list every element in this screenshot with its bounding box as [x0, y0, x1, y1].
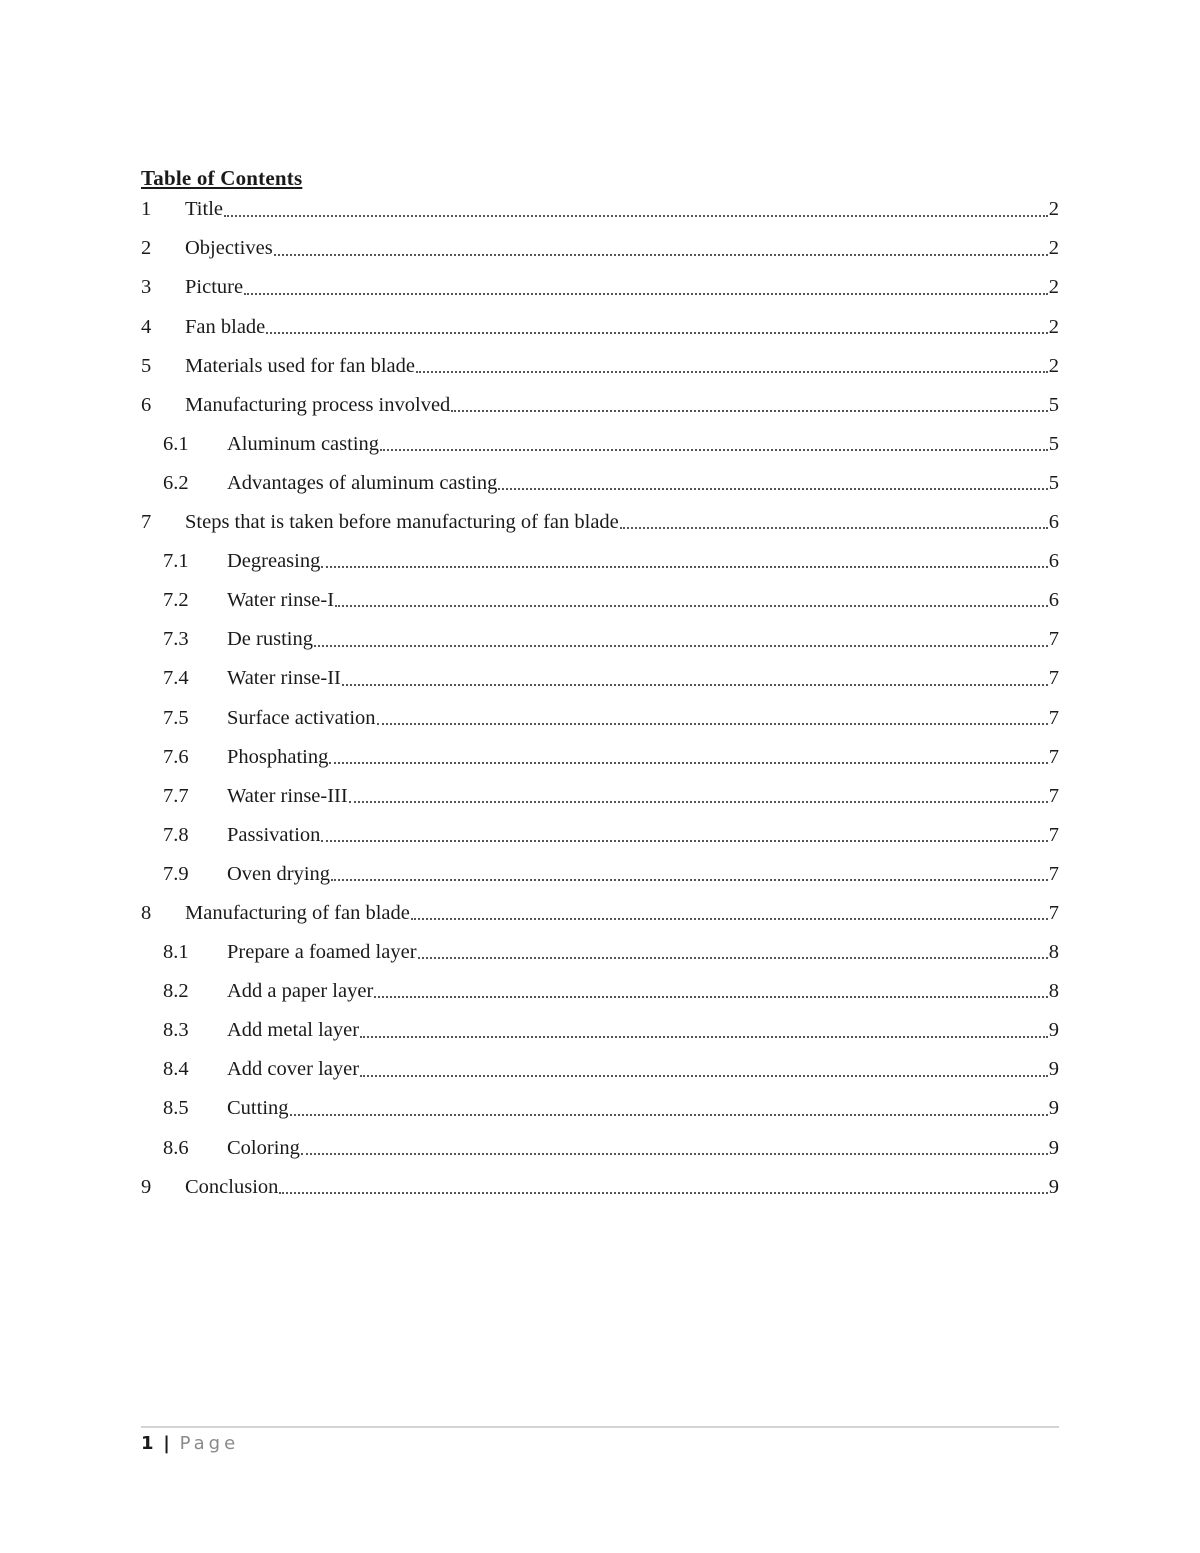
- toc-entry-label: Cutting: [227, 1097, 289, 1120]
- toc-entry-page: 8: [1048, 941, 1059, 964]
- toc-entry-page: 7: [1048, 823, 1059, 846]
- toc-entry[interactable]: [141, 933, 1059, 972]
- toc-entry[interactable]: [141, 1128, 1059, 1167]
- toc-entry-label: Picture: [185, 276, 244, 299]
- toc-entry-label: Add metal layer: [227, 1019, 360, 1042]
- toc-entry-number: 7.3: [163, 628, 189, 651]
- toc-entry-page: 6: [1048, 589, 1059, 612]
- toc-entry-page: 2: [1048, 237, 1059, 260]
- toc-entry-number: 7.9: [163, 862, 189, 885]
- toc-dot-leader: [451, 395, 1047, 415]
- toc-entry-page: 9: [1048, 1058, 1059, 1081]
- toc-entry-label: Passivation: [227, 823, 321, 846]
- toc-entry-label: Surface activation: [227, 706, 376, 729]
- toc-dot-leader: [224, 200, 1048, 220]
- toc-entry-page: 7: [1048, 745, 1059, 768]
- toc-entry-number: 7.5: [163, 706, 189, 729]
- toc-dot-leader: [329, 747, 1047, 767]
- page-footer: [141, 1433, 239, 1454]
- toc-entry-number: 8.4: [163, 1058, 189, 1081]
- toc-entry[interactable]: [141, 659, 1059, 698]
- toc-entry-page: 2: [1048, 198, 1059, 221]
- toc-entry[interactable]: [141, 464, 1059, 503]
- toc-entry[interactable]: [141, 229, 1059, 268]
- toc-entry-label: Add cover layer: [227, 1058, 360, 1081]
- toc-entry[interactable]: [141, 1050, 1059, 1089]
- toc-entry[interactable]: [141, 894, 1059, 933]
- toc-dot-leader: [314, 630, 1048, 650]
- toc-entry-number: 7.6: [163, 745, 189, 768]
- toc-entry[interactable]: [141, 1011, 1059, 1050]
- toc-entry-page: 6: [1048, 511, 1059, 534]
- toc-entry-label: Aluminum casting: [227, 432, 380, 455]
- toc-entry-label: Fan blade: [185, 315, 266, 338]
- toc-entry-number: 4: [141, 315, 152, 338]
- toc-entry-page: 7: [1048, 628, 1059, 651]
- toc-entry-number: 8: [141, 901, 152, 924]
- toc-dot-leader: [620, 512, 1048, 532]
- toc-title: Table of Contents: [141, 166, 303, 190]
- toc-entry[interactable]: [141, 268, 1059, 307]
- toc-entry-label: Steps that is taken before manufacturing of fan blade: [185, 511, 619, 534]
- toc-entry-label: Phosphating: [227, 745, 329, 768]
- toc-dot-leader: [266, 317, 1047, 337]
- toc-entry[interactable]: [141, 385, 1059, 424]
- toc-entry-page: 7: [1048, 901, 1059, 924]
- toc-entry[interactable]: [141, 737, 1059, 776]
- toc-entry-label: Conclusion: [185, 1175, 279, 1198]
- toc-entry[interactable]: [141, 698, 1059, 737]
- toc-dot-leader: [290, 1099, 1048, 1119]
- toc-entry-label: Water rinse-III: [227, 784, 348, 807]
- toc-entry[interactable]: [141, 346, 1059, 385]
- toc-dot-leader: [360, 1021, 1048, 1041]
- toc-entry[interactable]: [141, 855, 1059, 894]
- toc-entry[interactable]: [141, 1167, 1059, 1206]
- toc-entry-number: 8.1: [163, 941, 189, 964]
- toc-entry-page: 5: [1048, 432, 1059, 455]
- toc-entry[interactable]: [141, 776, 1059, 815]
- toc-entry-page: 9: [1048, 1136, 1059, 1159]
- toc-entry-label: Advantages of aluminum casting: [227, 471, 498, 494]
- toc-dot-leader: [416, 356, 1048, 376]
- toc-entry-page: 8: [1048, 980, 1059, 1003]
- toc-dot-leader: [498, 473, 1047, 493]
- toc-entry-label: Degreasing: [227, 550, 321, 573]
- toc-entry-page: 2: [1048, 315, 1059, 338]
- toc-entry-number: 7.4: [163, 667, 189, 690]
- toc-entry-label: Manufacturing process involved: [185, 393, 451, 416]
- footer-page-label: Page: [179, 1433, 240, 1454]
- toc-entry-page: 7: [1048, 784, 1059, 807]
- toc-entry[interactable]: [141, 542, 1059, 581]
- toc-entry-label: Prepare a foamed layer: [227, 941, 417, 964]
- toc-entry-label: Materials used for fan blade: [185, 354, 415, 377]
- toc-entry-number: 7.2: [163, 589, 189, 612]
- toc-dot-leader: [418, 942, 1048, 962]
- toc-entry-label: Title: [185, 198, 223, 221]
- toc-entry-number: 8.5: [163, 1097, 189, 1120]
- toc-entry[interactable]: [141, 425, 1059, 464]
- toc-entry-page: 7: [1048, 706, 1059, 729]
- toc-dot-leader: [374, 981, 1047, 1001]
- toc-entry-page: 6: [1048, 550, 1059, 573]
- footer-separator: |: [163, 1433, 170, 1454]
- toc-dot-leader: [321, 551, 1047, 571]
- toc-dot-leader: [301, 1138, 1048, 1158]
- toc-entry-number: 7: [141, 511, 152, 534]
- toc-dot-leader: [335, 590, 1048, 610]
- toc-entry-page: 7: [1048, 862, 1059, 885]
- toc-entry-number: 5: [141, 354, 152, 377]
- toc-dot-leader: [274, 239, 1048, 259]
- toc-entry-page: 7: [1048, 667, 1059, 690]
- toc-entry-page: 9: [1048, 1097, 1059, 1120]
- toc-entry[interactable]: [141, 190, 1059, 229]
- toc-dot-leader: [244, 278, 1048, 298]
- toc-entry-number: 6.2: [163, 471, 189, 494]
- toc-entry-label: De rusting: [227, 628, 313, 651]
- toc-dot-leader: [377, 708, 1048, 728]
- toc-entry-number: 8.3: [163, 1019, 189, 1042]
- toc-entry-label: Water rinse-I: [227, 589, 335, 612]
- toc-entry-number: 6: [141, 393, 152, 416]
- toc-entry[interactable]: [141, 503, 1059, 542]
- toc-entry[interactable]: [141, 581, 1059, 620]
- toc-dot-leader: [331, 864, 1048, 884]
- toc-entry-number: 8.6: [163, 1136, 189, 1159]
- toc-entry-page: 2: [1048, 354, 1059, 377]
- toc-entry-number: 9: [141, 1175, 152, 1198]
- toc-entry-label: Manufacturing of fan blade: [185, 901, 410, 924]
- toc-entry-number: 8.2: [163, 980, 189, 1003]
- toc-entry-label: Oven drying: [227, 862, 331, 885]
- footer-divider: [141, 1426, 1059, 1428]
- toc-entry-page: 5: [1048, 393, 1059, 416]
- toc-list: [141, 190, 1059, 1206]
- toc-entry[interactable]: [141, 620, 1059, 659]
- toc-dot-leader: [349, 786, 1048, 806]
- toc-dot-leader: [321, 825, 1047, 845]
- toc-entry-label: Add a paper layer: [227, 980, 374, 1003]
- toc-entry-page: 5: [1048, 471, 1059, 494]
- toc-entry-label: Water rinse-II: [227, 667, 341, 690]
- toc-dot-leader: [380, 434, 1048, 454]
- toc-entry-number: 6.1: [163, 432, 189, 455]
- toc-entry-number: 1: [141, 198, 152, 221]
- toc-entry-page: 9: [1048, 1019, 1059, 1042]
- toc-entry-number: 2: [141, 237, 152, 260]
- toc-entry-number: 3: [141, 276, 152, 299]
- toc-entry[interactable]: [141, 307, 1059, 346]
- toc-dot-leader: [360, 1060, 1048, 1080]
- toc-entry-label: Objectives: [185, 237, 273, 260]
- toc-dot-leader: [342, 669, 1048, 689]
- toc-entry[interactable]: [141, 1089, 1059, 1128]
- toc-entry[interactable]: [141, 816, 1059, 855]
- toc-entry-page: 9: [1048, 1175, 1059, 1198]
- toc-entry-number: 7.7: [163, 784, 189, 807]
- toc-dot-leader: [411, 903, 1048, 923]
- toc-entry-page: 2: [1048, 276, 1059, 299]
- toc-entry[interactable]: [141, 972, 1059, 1011]
- toc-entry-number: 7.8: [163, 823, 189, 846]
- toc-dot-leader: [279, 1177, 1047, 1197]
- toc-entry-label: Coloring: [227, 1136, 300, 1159]
- toc-entry-number: 7.1: [163, 550, 189, 573]
- footer-page-number: 1: [141, 1433, 154, 1454]
